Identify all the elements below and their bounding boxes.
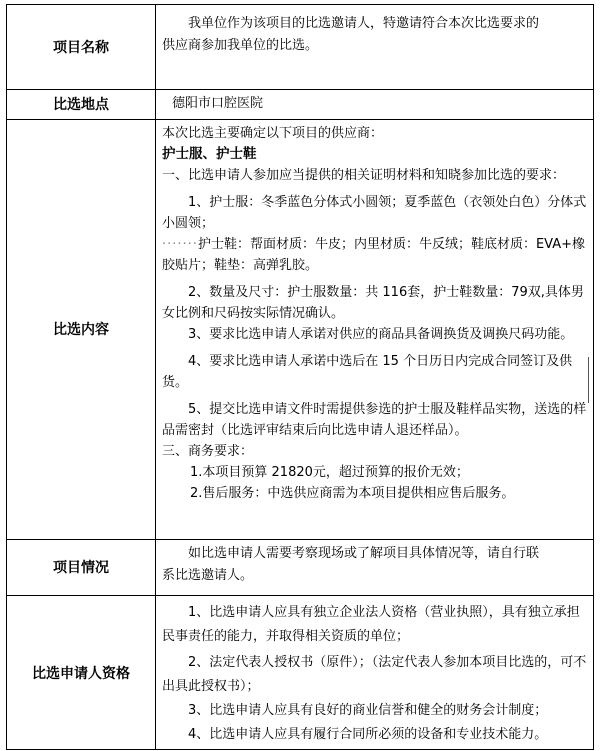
text-line: 供应商参加我单位的比选。 — [162, 38, 319, 53]
location-text: 德阳市口腔医院 — [172, 96, 264, 111]
qualification-item: 1、比选申请人应具有独立企业法人资格（营业执照），具有独立承担民事责任的能力，并取得相关资质的单位； — [162, 605, 580, 644]
column-divider — [155, 5, 156, 749]
project-status-content — [162, 543, 587, 587]
qualification-content — [162, 601, 587, 747]
business-title: 三、商务要求： — [162, 444, 254, 459]
item-nurse-uniform: 1、护士服：冬季蓝色分体式小圆领；夏季蓝色（衣领处白色）分体式小圆领； — [162, 195, 587, 231]
intro-text: 本次比选主要确定以下项目的供应商： — [162, 126, 384, 141]
business-service: 2.售后服务：中选供应商需为本项目提供相应售后服务。 — [190, 486, 515, 501]
item-delivery: 4、要求比选申请人承诺中选后在 15 个日历日内完成合同签订及供货。 — [162, 354, 573, 390]
item-exchange: 3、要求比选申请人承诺对供应的商品具备调换货及调换尺码功能。 — [188, 327, 574, 342]
item-samples: 5、提交比选申请文件时需提供参选的护士服及鞋样品实物，送选的样品需密封（比选评审结束后向比选申请人退还样品）。 — [162, 402, 587, 438]
dotted-leader: ······· — [162, 237, 198, 252]
label-project-name: 项目名称 — [53, 40, 109, 56]
product-title: 护士服、护士鞋 — [162, 146, 257, 162]
requirement-title: 一、比选申请人参加应当提供的相关证明材料和知晓参加比选的要求： — [162, 168, 566, 183]
qualification-item: 2、法定代表人授权书（原件）；（法定代表人参加本项目比选的，可不出具此授权书）； — [162, 655, 587, 694]
label-qualification: 比选申请人资格 — [32, 666, 130, 682]
label-project-status: 项目情况 — [53, 560, 109, 576]
text-line: 如比选申请人需要考察现场或了解项目具体情况等，请自行联 — [188, 546, 540, 561]
label-content: 比选内容 — [53, 322, 109, 338]
business-budget: 1.本项目预算 21820元，超过预算的报价无效； — [190, 465, 469, 480]
selection-content — [162, 123, 587, 504]
page-edge-mark — [588, 357, 593, 403]
text-line: 我单位作为该项目的比选邀请人，特邀请符合本次比选要求的 — [188, 16, 540, 31]
location-content — [172, 93, 587, 115]
item-nurse-shoes: ·······护士鞋：帮面材质：牛皮；内里材质：牛反绒；鞋底材质：EVA+橡胶贴片；鞋垫：高弹乳胶。 — [162, 237, 585, 273]
label-location: 比选地点 — [53, 97, 109, 113]
text-line: 系比选邀请人。 — [162, 568, 254, 583]
qualification-item: 3、比选申请人应具有良好的商业信誉和健全的财务会计制度； — [188, 703, 548, 718]
qualification-item: 4、比选申请人应具有履行合同所必须的设备和专业技术能力。 — [188, 727, 548, 742]
project-name-content — [162, 13, 587, 57]
info-table — [6, 4, 594, 750]
item-quantity: 2、数量及尺寸：护士服数量：共 116套，护士鞋数量：79双,具体男女比例和尺码按实际情况确认。 — [162, 285, 584, 321]
